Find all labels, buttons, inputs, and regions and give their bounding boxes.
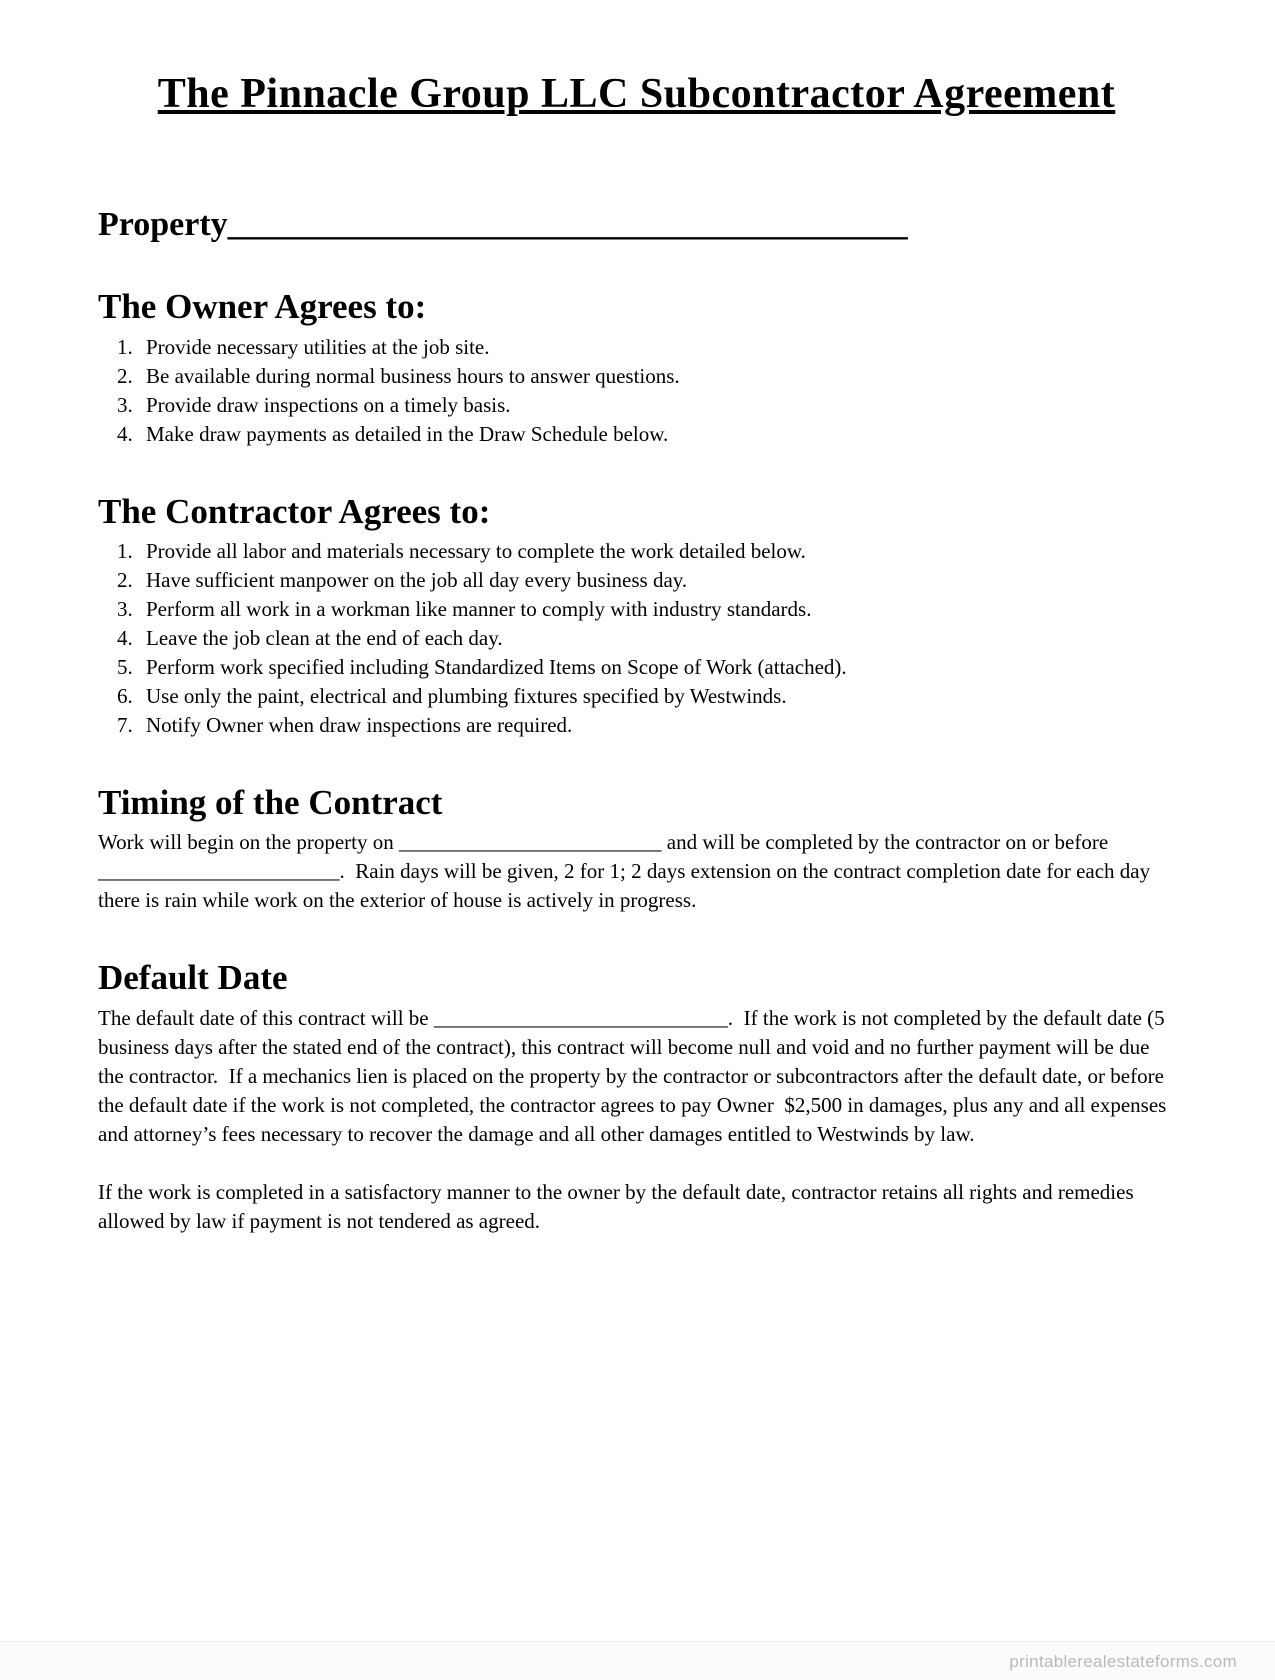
property-label: Property <box>98 206 228 244</box>
contractor-agrees-list <box>98 537 1175 740</box>
list-item: 2. Be available during normal business hours to answer questions. <box>138 362 1175 391</box>
list-item: 1. Provide all labor and materials necessary to complete the work detailed below. <box>138 537 1175 566</box>
list-item: 7. Notify Owner when draw inspections are required. <box>138 711 1175 740</box>
property-blank-line: ________________________________________ <box>227 206 908 244</box>
owner-agrees-heading: The Owner Agrees to: <box>98 287 427 327</box>
section-default-date <box>98 959 1175 1235</box>
list-item: 5. Perform work specified including Standardized Items on Scope of Work (attached). <box>138 653 1175 682</box>
list-item: 3. Provide draw inspections on a timely basis. <box>138 391 1175 420</box>
default-date-heading: Default Date <box>98 958 288 998</box>
section-contractor-agrees <box>98 493 1175 740</box>
list-item: 4. Leave the job clean at the end of each day. <box>138 624 1175 653</box>
footer-watermark: printablerealestateforms.com <box>1009 1652 1237 1671</box>
owner-agrees-list <box>98 333 1175 449</box>
list-item: 2. Have sufficient manpower on the job all day every business day. <box>138 566 1175 595</box>
section-timing <box>98 784 1175 915</box>
list-item: 6. Use only the paint, electrical and plumbing fixtures specified by Westwinds. <box>138 682 1175 711</box>
default-date-paragraph-2: If the work is completed in a satisfactory manner to the owner by the default date, contractor retains all rights and remedies allowed by law if payment is not tendered as agreed. <box>98 1179 1139 1233</box>
list-item: 4. Make draw payments as detailed in the Draw Schedule below. <box>138 420 1175 449</box>
list-item: 1. Provide necessary utilities at the job site. <box>138 333 1175 362</box>
property-field <box>98 206 1175 244</box>
document-title: The Pinnacle Group LLC Subcontractor Agreement <box>157 71 1116 117</box>
section-owner-agrees <box>98 288 1175 448</box>
default-date-paragraph-1: The default date of this contract will be ____________________________. If the work is not completed by the default date (5 business days after the stated end of the contract), this contract will become null and void and no further payment will be due the contractor. If a mechanics lien is placed on the property by the contractor or subcontractors after the default date, or before the default date if the work is not completed, the contractor agrees to pay Owner $2,500 in damages, plus any and all expenses and attorney’s fees necessary to recover the damage and all other damages entitled to Westwinds by law. <box>98 1005 1172 1146</box>
contractor-agrees-heading: The Contractor Agrees to: <box>98 491 491 531</box>
timing-heading: Timing of the Contract <box>98 782 443 822</box>
list-item: 3. Perform all work in a workman like manner to comply with industry standards. <box>138 595 1175 624</box>
timing-paragraph: Work will begin on the property on _________________________ and will be completed by the contractor on or before _______________________. Rain days will be given, 2 for 1; 2 days extension on the contract completion date for each day there is rain while work on the exterior of house is actively in progress. <box>98 830 1156 913</box>
